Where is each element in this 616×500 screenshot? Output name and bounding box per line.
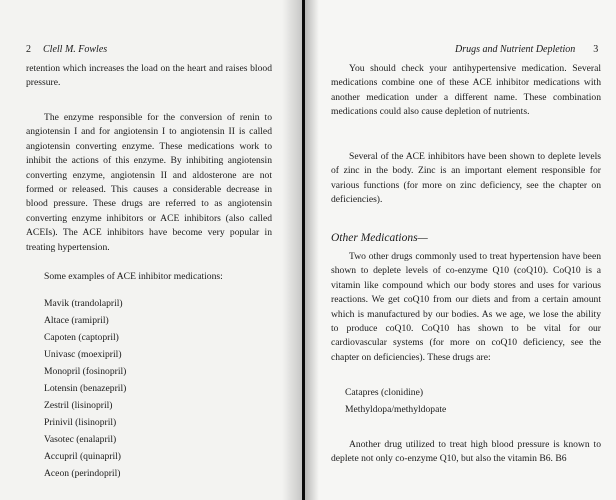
drug-list-item: Altace (ramipril) [44,315,109,326]
running-head-author: Clell M. Fowles [43,44,108,55]
ace-inhibitor-list [44,295,126,482]
page-number-left: 2 [26,44,31,55]
drug-list-item: Lotensin (benazepril) [44,383,127,394]
right-para-b6: Another drug utilized to treat high blood pressure is known to deplete not only co-enzyme Q10, but also the vitamin B6. B6 [331,439,601,465]
right-page-header [455,44,598,55]
gutter-shadow [305,0,319,500]
drug-list-item: Catapres (clonidine) [345,387,424,398]
subheading-other-medications: Other Medications— [331,232,428,244]
examples-intro: Some examples of ACE inhibitor medications: [44,271,223,282]
drug-list-item: Accupril (quinapril) [44,451,121,462]
drug-list-item: Prinivil (lisinopril) [44,417,117,428]
other-drugs-list [345,384,446,418]
drug-list-item: Capoten (captopril) [44,332,119,343]
drug-list-item: Methyldopa/methyldopate [345,404,447,415]
drug-list-item: Univasc (moexipril) [44,349,122,360]
left-page [0,0,302,500]
right-para-check: You should check your antihypertensive medication. Several medications combine one of these ACE inhibitor medications with another medication under a different name. These combination medications could also cause depletion of nutrients. [331,63,601,118]
right-para-zinc: Several of the ACE inhibitors have been shown to deplete levels of zinc in the body. Zinc is an important element responsible for various functions (for more on zinc deficiency, see the chapter on deficiencies). [331,151,601,206]
gutter-shadow [282,0,302,500]
left-para-retention: retention which increases the load on the heart and raises blood pressure. [26,63,272,89]
drug-list-item: Zestril (lisinopril) [44,400,113,411]
left-page-header [26,44,107,55]
right-page [305,0,616,500]
running-head-title: Drugs and Nutrient Depletion [455,44,576,55]
drug-list-item: Vasotec (enalapril) [44,434,117,445]
drug-list-item: Monopril (fosinopril) [44,366,127,377]
right-para-coq10: Two other drugs commonly used to treat hypertension have been shown to deplete levels of co-enzyme Q10 (coQ10). CoQ10 is a vitamin like compound which our body stores and uses for various reactions. We get coQ10 from our diets and from a certain amount which is manufactured by our bodies. As we age, we lose the ability to produce coQ10. CoQ10 has shown to be vital for our cardiovascular systems (for more on coQ10 deficiency, see the chapter on deficiencies). These drugs are: [331,251,601,363]
drug-list-item: Aceon (perindopril) [44,468,121,479]
left-para-enzyme: The enzyme responsible for the conversion of renin to angiotensin I and for angiotensin I to angiotensin II is called angiotensin converting enzyme. These medications work to inhibit the actions of this enzyme. By inhibiting angiotensin converting enzyme, angiotensin II and aldosterone are not formed or released. This causes a considerable decrease in blood pressure. These drugs are referred to as angiotensin converting enzyme inhibitors or ACE inhibitors (also called ACEIs). The ACE inhibitors have become very popular in treating hypertension. [26,112,272,253]
drug-list-item: Mavik (trandolapril) [44,298,123,309]
page-number-right: 3 [593,44,599,55]
